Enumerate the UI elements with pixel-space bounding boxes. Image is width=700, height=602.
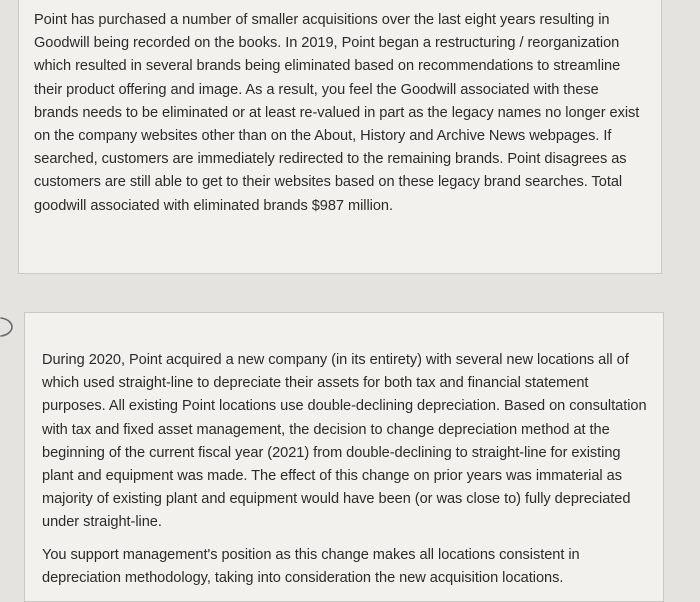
question-text-goodwill: Point has purchased a number of smaller acquisitions over the last eight years resulting in Goodwill being recorded on the books. In 2019, Point began a restructuring / reorganization which resulted in several brands being eliminated based on recommendations to streamline their product offering and image. As a result, you feel the Goodwill associated with these brands needs to be eliminated or at least re-valued in part as the legacy names no longer exist on the company websites other than on the About, History and Archive News webpages. If searched, customers are immediately redirected to the remaining brands. Point disagrees as customers are still able to get to their websites based on these legacy brand searches. Total goodwill associated with eliminated brands $987 million.	[34, 12, 640, 214]
question-text-depreciation: During 2020, Point acquired a new company (in its entirety) with several new locations all of which used straight-line to depreciate their assets for both tax and financial statement purposes. All existing Point locations use double-declining depreciation. Based on consultation with tax and fixed asset management, the decision to change depreciation method at the beginning of the current fiscal year (2021) from double-declining to straight-line for existing plant and equipment was made. The effect of this change on prior years was immaterial as majority of existing plant and equipment would have been (or was close to) fully depreciated under straight-line.	[42, 352, 647, 531]
question-card-depreciation	[24, 312, 664, 602]
chevron-right-icon[interactable]	[0, 316, 14, 338]
question-card-goodwill	[18, 0, 662, 274]
question-text-position: You support management's position as this change makes all locations consistent in depreciation methodology, taking into consideration the new acquisition locations.	[42, 546, 580, 586]
